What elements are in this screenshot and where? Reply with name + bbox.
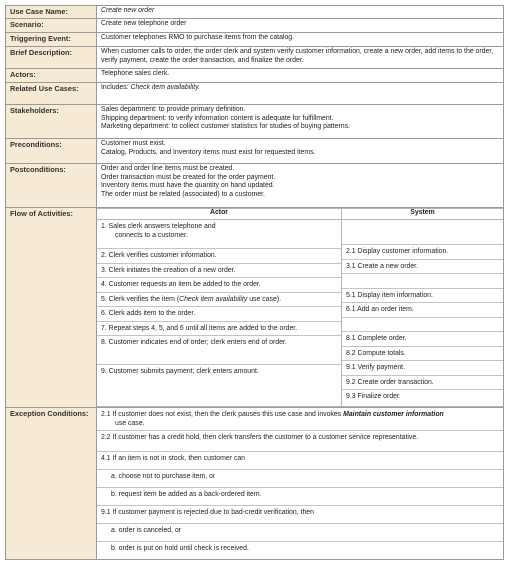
actor-step xyxy=(97,220,341,249)
system-step: 6.1 Add an order item. xyxy=(342,303,503,318)
scenario-label: Scenario: xyxy=(6,19,97,33)
precondition-line: Catalog, Products, and Inventory items must exist for requested items. xyxy=(101,148,316,156)
system-step: 9.3 Finalize order. xyxy=(346,393,401,400)
exception-link: Maintain customer information xyxy=(343,411,444,418)
actor-step: 8. Customer indicates end of order; clerk enters end of order. xyxy=(97,336,341,365)
use-case-name-value: Create new order xyxy=(97,6,504,19)
brief-description-label: Brief Description: xyxy=(6,47,97,69)
triggering-event-value: Customer telephones RMO to purchase items from the catalog. xyxy=(97,33,504,47)
preconditions-label: Preconditions: xyxy=(6,139,97,164)
postconditions-value xyxy=(97,164,504,208)
flow-of-activities-label: Flow of Activities: xyxy=(6,208,97,408)
stakeholders-value xyxy=(97,105,504,139)
flow-of-activities-cell xyxy=(97,208,504,408)
scenario-value: Create new telephone order xyxy=(97,19,504,33)
preconditions-value xyxy=(97,139,504,164)
postcondition-line: The order must be related (associated) to a customer. xyxy=(101,190,265,198)
exception-item: 9.1 If customer payment is rejected due to bad-credit verification, then xyxy=(97,506,503,524)
actors-value: Telephone sales clerk. xyxy=(97,69,504,83)
related-use-case-link: Check item availability. xyxy=(130,84,201,91)
flow-table xyxy=(97,208,503,407)
system-step: 2.1 Display customer information. xyxy=(342,245,503,260)
system-step-blank xyxy=(342,220,503,245)
actor-step: 9. Customer submits payment; clerk enters amount. xyxy=(101,368,259,375)
exception-subitem: a. order is canceled, or xyxy=(97,524,503,542)
exception-item xyxy=(97,408,503,431)
exception-item: 2.2 If customer has a credit hold, then clerk transfers the customer to a customer service representative. xyxy=(97,431,503,452)
system-step: 3.1 Create a new order. xyxy=(342,260,503,275)
actor-step-text: 5. Clerk verifies the item ( xyxy=(101,295,180,303)
exception-item: 4.1 If an item is not in stock, then customer can xyxy=(97,452,503,470)
actor-step-text: 1. Sales clerk answers telephone and xyxy=(101,223,216,230)
postconditions-label: Postconditions: xyxy=(6,164,97,208)
exception-subitem: b. request item be added as a back-ordered item. xyxy=(97,488,503,506)
use-case-name-label: Use Case Name: xyxy=(6,6,97,19)
exception-text: use case. xyxy=(115,420,145,427)
system-header: System xyxy=(342,209,504,220)
actor-step: 4. Customer requests an item be added to the order. xyxy=(97,278,341,293)
triggering-event-label: Triggering Event: xyxy=(6,33,97,47)
system-step-blank xyxy=(342,274,503,289)
stakeholders-label: Stakeholders: xyxy=(6,105,97,139)
stakeholder-line: Shipping department: to verify information content is adequate for fulfillment. xyxy=(101,114,334,122)
actor-column xyxy=(97,220,342,407)
brief-description-value: When customer calls to order, the order clerk and system verify customer information, create a new order, add items to the order, verify payment, create the order transaction, and finalize the order. xyxy=(97,47,504,69)
system-column xyxy=(342,220,504,407)
actor-step: 7. Repeat steps 4, 5, and 6 until all items are added to the order. xyxy=(97,322,341,337)
system-step: 9.2 Create order transaction. xyxy=(342,376,503,391)
exception-text: 2.1 If customer does not exist, then the clerk pauses this use case and invokes xyxy=(101,411,344,418)
actor-step: 3. Clerk initiates the creation of a new order. xyxy=(97,264,341,279)
related-use-cases-value xyxy=(97,83,504,105)
stakeholder-line: Sales department: to provide primary definition. xyxy=(101,106,246,113)
exception-conditions-label: Exception Conditions: xyxy=(6,408,97,560)
postcondition-line: Order transaction must be created for the order payment. xyxy=(101,173,276,181)
use-case-table xyxy=(5,5,504,560)
exception-subitem: a. choose not to purchase item, or xyxy=(97,470,503,488)
system-step-blank xyxy=(342,318,503,333)
related-prefix: Includes: xyxy=(101,84,131,91)
system-step: 8.2 Compute totals. xyxy=(342,347,503,362)
actor-step xyxy=(97,293,341,308)
stakeholder-line: Marketing department: to collect customer statistics for studies of buying patterns. xyxy=(101,123,350,131)
actor-header: Actor xyxy=(97,209,342,220)
actor-step-text: use case). xyxy=(247,295,281,303)
postcondition-line: Order and order line items must be created. xyxy=(101,165,235,172)
system-step: 8.1 Complete order. xyxy=(342,332,503,347)
actors-label: Actors: xyxy=(6,69,97,83)
system-step: 5.1 Display item information. xyxy=(342,289,503,304)
related-use-cases-label: Related Use Cases: xyxy=(6,83,97,105)
postcondition-line: Inventory items must have the quantity on hand updated. xyxy=(101,182,275,190)
system-step: 9.1 Verify payment. xyxy=(342,361,503,376)
actor-step: 2. Clerk verifies customer information. xyxy=(97,249,341,264)
exception-conditions-value xyxy=(97,408,504,560)
exception-subitem: b. order is put on hold until check is received. xyxy=(111,545,249,552)
actor-step: 6. Clerk adds item to the order. xyxy=(97,307,341,322)
actor-step-link: Check item availability xyxy=(179,295,248,303)
actor-step-text: connects to a customer. xyxy=(115,232,188,239)
precondition-line: Customer must exist. xyxy=(101,140,166,147)
